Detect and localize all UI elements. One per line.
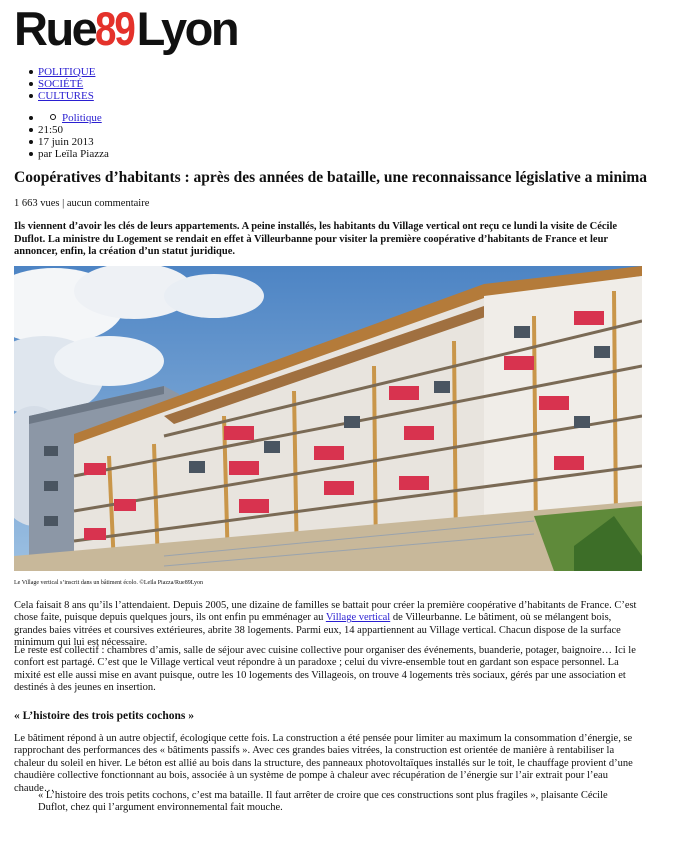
article-photo [14, 266, 642, 571]
main-nav [38, 66, 95, 102]
p1-text-after: de Villeurbanne. Le bâtiment, où se mélangent bois, grandes baies vitrées et coursives extérieures, abrite 38 logements. Parmi eux, 14 appartiennent au Village vertical. Chacun dispose de la surface minimum qui lui est nécessaire. [14, 612, 621, 649]
nav-item-politique [38, 66, 95, 78]
meta-time: 21:50 [38, 124, 109, 136]
article-subheading: « L’histoire des trois petits cochons » [14, 710, 194, 722]
article-lead: Ils viennent d’avoir les clés de leurs appartements. A peine installés, les habitants du Village vertical ont reçu ce lundi la visite de Cécile Duflot. La ministre du Logement se rendait en effet à Villeurbanne pour visiter la première coopérative d’habitants de France et leur annoncer, enfin, la création d’un statut juridique. [14, 221, 618, 258]
meta-category [38, 112, 109, 124]
building-photo [14, 266, 642, 571]
village-vertical-link[interactable]: Village vertical [325, 612, 391, 624]
logo-lyon: Lyon [136, 2, 238, 55]
meta-author: par Leïla Piazza [38, 148, 109, 160]
p1-text-before: Cela faisait 8 ans qu’ils l’attendaient. Depuis 2005, une dizaine de familles se battait pour créer la première coopérative d’habitants de France. C’est chose faite, puisque depuis quelques jours, ils ont enfin pu emménager au [14, 600, 637, 624]
article-quote: « L’histoire des trois petits cochons, c’est ma bataille. Il faut arrêter de croire que ces constructions sont plus fragiles », plaisante Cécile Duflot, chez qui l’argument environnemental fait mouche. [38, 790, 608, 814]
meta-date: 17 juin 2013 [38, 136, 109, 148]
site-logo[interactable] [14, 3, 237, 55]
nav-item-cultures [38, 90, 95, 102]
photo-caption: Le Village vertical s’inscrit dans un bâtiment écolo. ©Leïla Piazza/Rue89Lyon [14, 580, 204, 586]
bullet-icon [50, 114, 56, 120]
paragraph-3: Le bâtiment répond à un autre objectif, écologique cette fois. La construction a été pensée pour limiter au maximum la consommation d’énergie, se rapprochant des performances des « bâtiments passifs ». Avec ces grandes baies vitrées, la construction est orientée de manière à rentabiliser la chaleur du soleil en hiver. Le béton est allié au bois dans la structure, des panneaux photovoltaïques installés sur le toit, le chauffage provient d’une chaudière collective fonctionnant au bois, associée à un système de pompe à chaleur avec récupération de l’énergie sur l’air extrait pour l’eau chaude… [14, 733, 633, 794]
article-title: Coopératives d’habitants : après des années de bataille, une reconnaissance législative a minima [14, 169, 648, 186]
paragraph-2: Le reste est collectif : chambres d’amis, salle de séjour avec cuisine collective pour organiser des événements, buanderie, potager, baignoire… Ici le confort est partagé. C’est que le Village vertical veut répondre à un paradoxe ; celui du vivre-ensemble tout en gardant son espace personnel. La mixité est elle aussi mise en avant puisque, outre les 10 logements des Villageois, on trouve 4 logements très sociaux, gérés par une association et destinés à des jeunes en insertion. [14, 645, 636, 694]
view-count: 1 663 vues | aucun commentaire [14, 198, 150, 209]
nav-item-societe [38, 78, 95, 90]
nav-link-cultures[interactable]: CULTURES [38, 90, 94, 102]
logo-rue: Rue [14, 2, 96, 55]
article-meta [38, 112, 109, 160]
nav-link-politique[interactable]: POLITIQUE [38, 66, 96, 78]
nav-link-societe[interactable]: SOCIÉTÉ [38, 78, 84, 90]
category-link[interactable]: Politique [62, 112, 102, 124]
logo-89: 89 [95, 2, 135, 55]
paragraph-1 [14, 600, 644, 650]
